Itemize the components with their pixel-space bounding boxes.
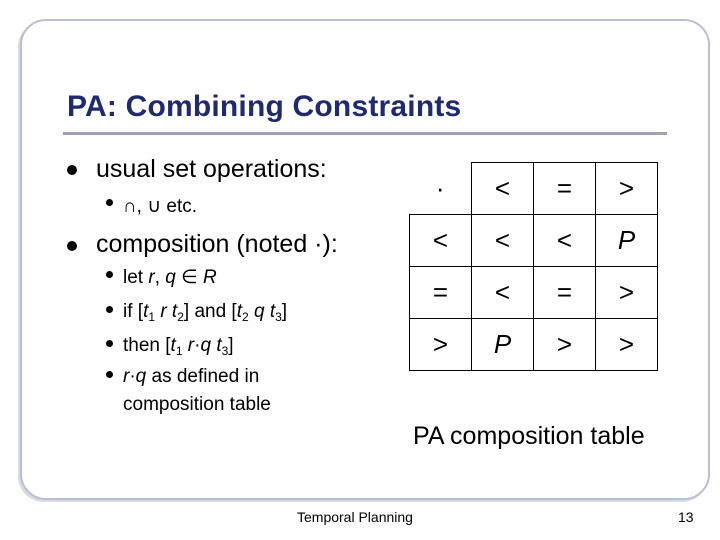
sub-bullet-dot (106, 271, 113, 278)
bullet-set-operations: usual set operations: (96, 155, 327, 183)
table-cell: < (410, 215, 472, 267)
table-row (410, 215, 658, 267)
table-row (410, 319, 658, 371)
sub-bullet-dot (106, 340, 113, 347)
table-cell: = (534, 163, 596, 215)
bullet-composition: composition (noted ·): (96, 230, 338, 258)
table-cell: > (596, 267, 658, 319)
table-cell: = (534, 267, 596, 319)
table-cell: < (472, 215, 534, 267)
table-cell: = (410, 267, 472, 319)
table-cell: < (534, 215, 596, 267)
slide-title: PA: Combining Constraints (67, 90, 462, 123)
sub-bullet-set-ops: ∩, ∪ etc. (123, 196, 198, 217)
sub-bullet-dot (106, 371, 113, 378)
sub-bullet-dot (106, 199, 113, 206)
sub-bullet-defined: r·q as defined in (123, 366, 260, 387)
sub-bullet-dot (106, 306, 113, 313)
table-cell: < (472, 163, 534, 215)
sub-bullet-if: if [$t_1$ r $t_2$] and [$t_2$ q $t_3$] (123, 301, 288, 324)
table-cell: > (596, 163, 658, 215)
table-cell: > (534, 319, 596, 371)
table-row (410, 267, 658, 319)
slide-footer: Temporal Planning (297, 509, 413, 525)
page-number: 13 (678, 509, 694, 525)
table-cell: < (472, 267, 534, 319)
sub-bullet-defined-cont: composition table (123, 394, 271, 415)
table-cell: > (596, 319, 658, 371)
table-cell: P (472, 319, 534, 371)
table-header-row (410, 163, 658, 215)
table-cell: · (410, 163, 472, 215)
title-underline (63, 132, 667, 135)
table-caption: PA composition table (413, 422, 645, 450)
table-cell: P (596, 215, 658, 267)
composition-table (409, 162, 658, 371)
table-cell: > (410, 319, 472, 371)
bullet-dot (67, 241, 77, 251)
bullet-dot (67, 165, 77, 175)
sub-bullet-then: then [$t_1$ r·q $t_3$] (123, 335, 234, 358)
sub-bullet-let: let r, q ∈ R (123, 267, 217, 288)
